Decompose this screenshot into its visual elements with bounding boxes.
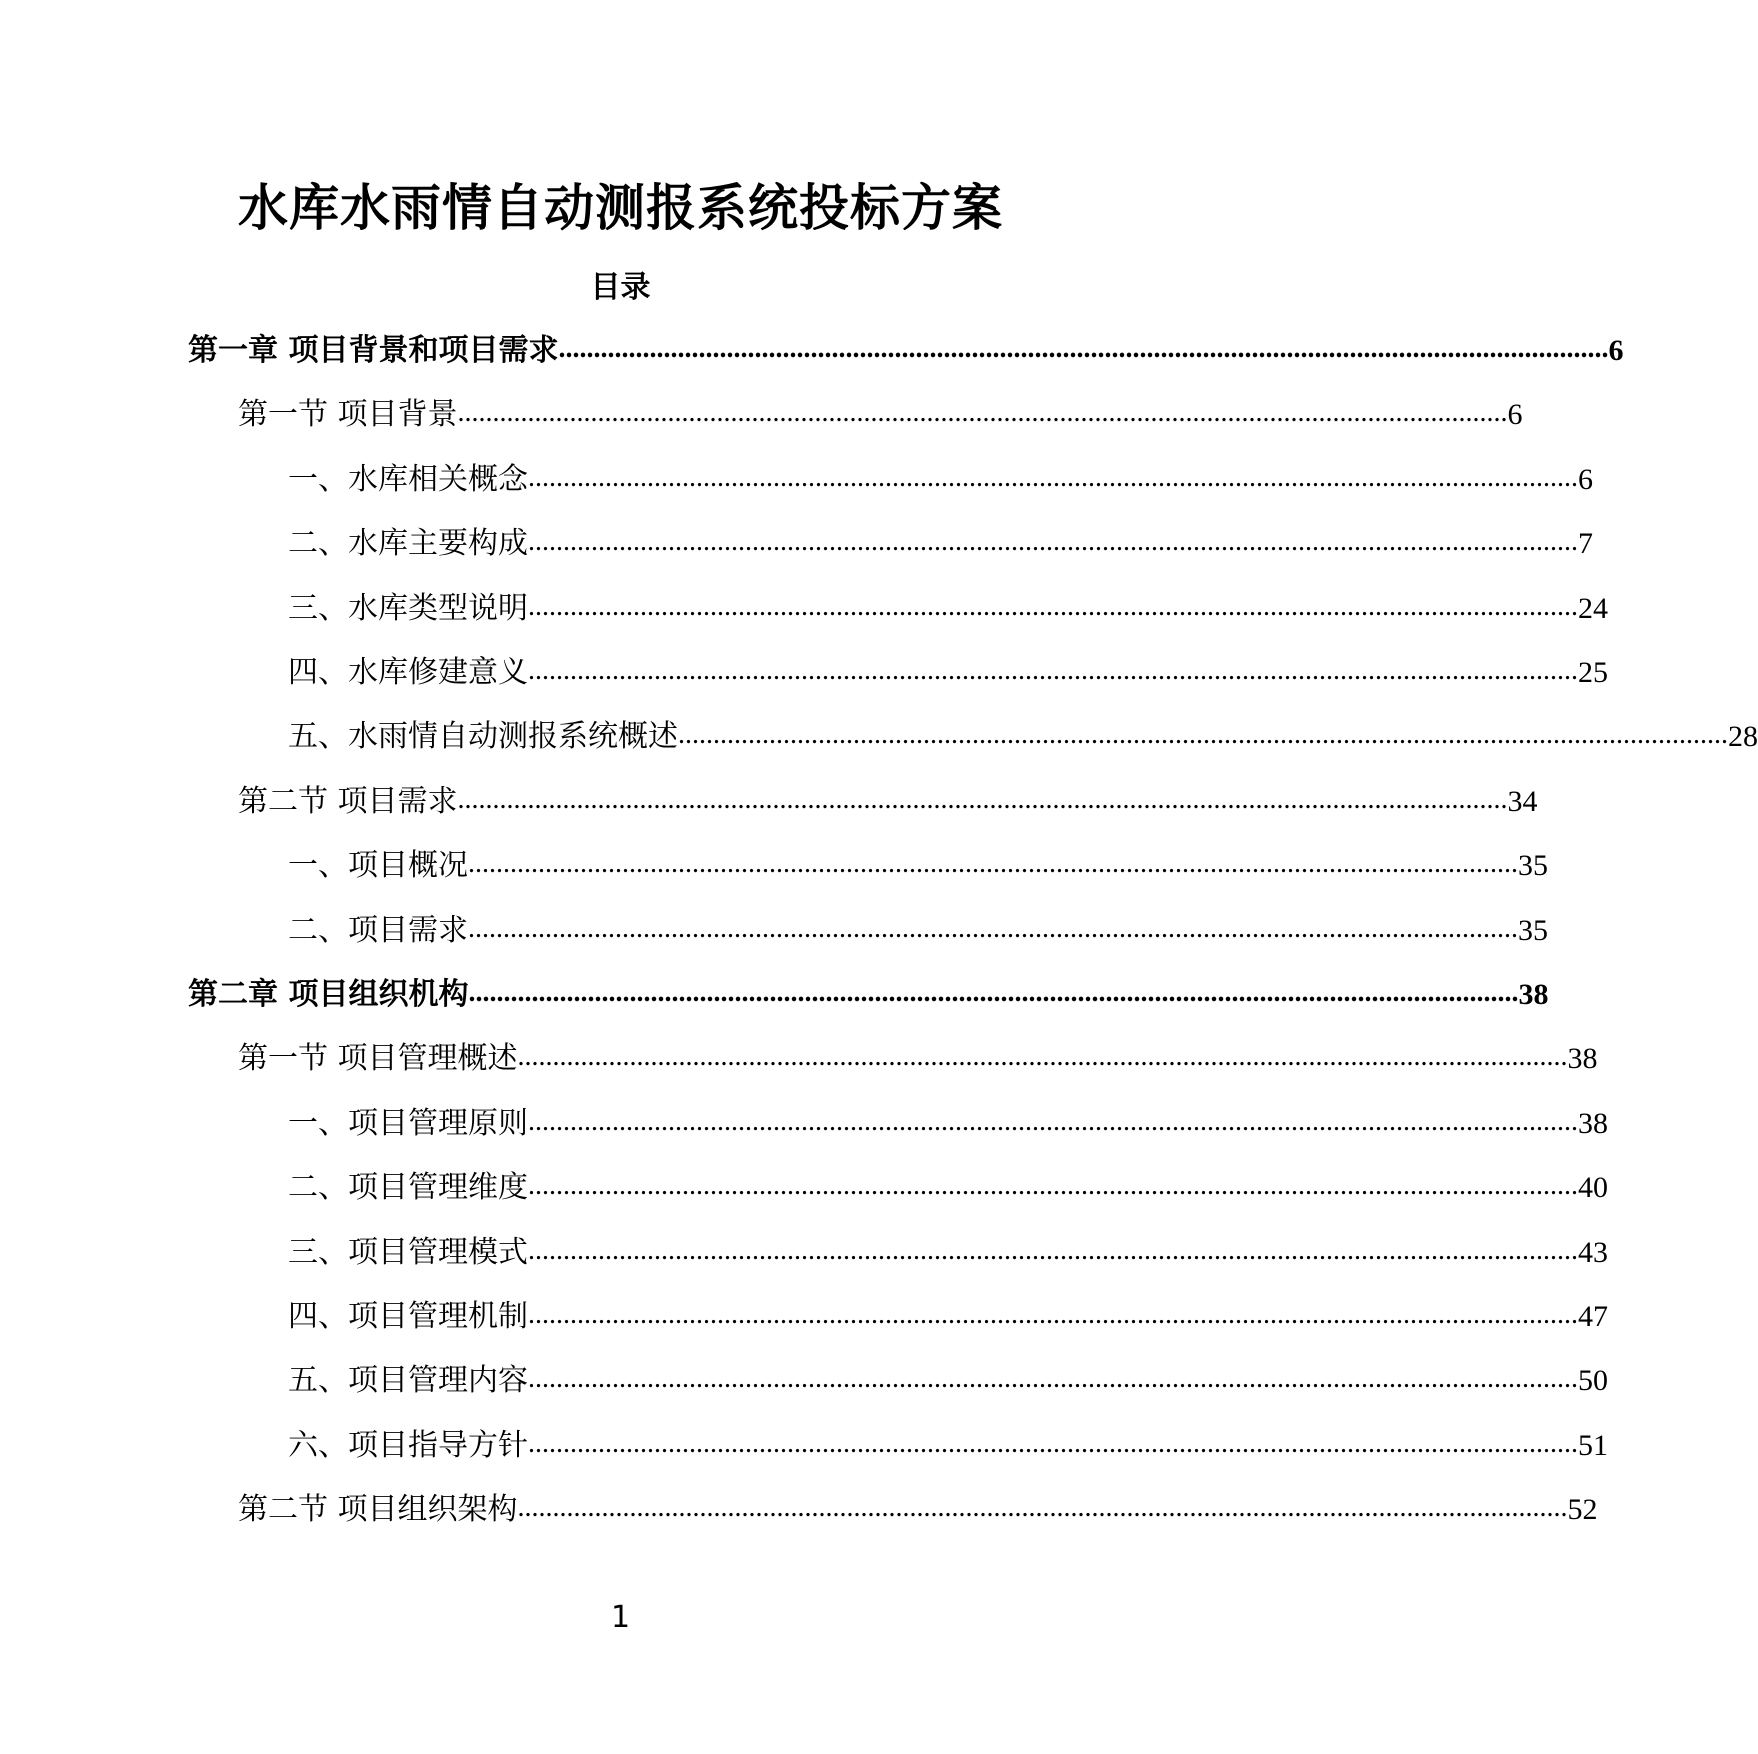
toc-entry-label: 第一节 项目管理概述 [238, 1041, 518, 1077]
toc-leader-dots: ...................................................................................................................................................... [528, 526, 1578, 558]
toc-entry-chapter-1[interactable] [188, 331, 1624, 371]
toc-entry-label: 第二章 项目组织机构 [188, 977, 469, 1012]
toc-leader-dots: ...................................................................................................................................................... [517, 1041, 1568, 1073]
toc-entry-section[interactable] [238, 782, 1538, 822]
toc-leader-dots: ...................................................................................................................................................... [528, 1105, 1578, 1137]
toc-entry-section[interactable] [238, 395, 1523, 435]
page-title: 水库水雨情自动测报系统投标方案 [238, 179, 1003, 237]
toc-entry-subsection[interactable] [288, 524, 1593, 564]
toc-entry-page: 34 [1507, 784, 1538, 818]
toc-entry-subsection[interactable] [288, 717, 1758, 757]
toc-leader-dots: ...................................................................................................................................................... [528, 461, 1578, 493]
toc-entry-subsection[interactable] [288, 1168, 1608, 1208]
toc-entry-page: 40 [1578, 1171, 1608, 1205]
toc-entry-label: 第二节 项目需求 [238, 783, 458, 819]
toc-entry-subsection[interactable] [288, 589, 1608, 629]
toc-entry-label: 四、水库修建意义 [288, 655, 528, 690]
toc-entry-page: 28 [1728, 720, 1758, 754]
toc-entry-label: 二、水库主要构成 [288, 526, 528, 562]
toc-leader-dots: ...................................................................................................................................................... [528, 590, 1578, 622]
toc-entry-page: 47 [1578, 1300, 1608, 1333]
toc-entry-label: 一、项目管理原则 [288, 1105, 528, 1141]
toc-entry-label: 五、水雨情自动测报系统概述 [288, 719, 678, 755]
toc-entry-chapter-2[interactable] [188, 975, 1549, 1015]
toc-leader-dots: ...................................................................................................................................................... [457, 783, 1508, 815]
toc-entry-subsection[interactable] [288, 1297, 1608, 1337]
toc-entry-page: 38 [1518, 978, 1549, 1011]
toc-entry-label: 第一章 项目背景和项目需求 [188, 333, 559, 368]
toc-entry-label: 二、项目管理维度 [288, 1170, 528, 1206]
toc-entry-page: 50 [1578, 1364, 1608, 1398]
page-number: 1 [610, 1600, 631, 1635]
toc-leader-dots: ...................................................................................................................................................... [468, 977, 1519, 1008]
toc-entry-page: 43 [1578, 1235, 1608, 1269]
toc-entry-page: 51 [1578, 1428, 1608, 1462]
toc-leader-dots: ...................................................................................................................................................... [528, 1234, 1578, 1266]
toc-entry-subsection[interactable] [288, 846, 1548, 886]
toc-leader-dots: ...................................................................................................................................................... [468, 848, 1518, 880]
toc-entry-label: 六、项目指导方针 [288, 1427, 528, 1463]
toc-leader-dots: ...................................................................................................................................................... [528, 655, 1578, 686]
toc-leader-dots: ...................................................................................................................................................... [528, 1427, 1578, 1459]
toc-leader-dots: ...................................................................................................................................................... [528, 1299, 1578, 1330]
toc-entry-label: 一、项目概况 [288, 848, 468, 884]
toc-entry-label: 四、项目管理机制 [288, 1299, 528, 1334]
toc-entry-page: 24 [1578, 591, 1608, 625]
toc-leader-dots: ...................................................................................................................................................... [468, 912, 1518, 944]
toc-entry-page: 7 [1578, 527, 1593, 561]
toc-heading: 目录 [590, 270, 651, 305]
toc-entry-page: 6 [1578, 462, 1593, 496]
toc-entry-subsection[interactable] [288, 1361, 1608, 1401]
toc-leader-dots: ...................................................................................................................................................... [528, 1363, 1578, 1395]
toc-entry-subsection[interactable] [288, 653, 1608, 693]
toc-entry-page: 52 [1567, 1493, 1598, 1527]
toc-entry-page: 35 [1518, 913, 1548, 947]
toc-entry-label: 第二节 项目组织架构 [238, 1492, 518, 1528]
toc-entry-section[interactable] [238, 1039, 1598, 1079]
toc-entry-label: 三、项目管理模式 [288, 1234, 528, 1270]
toc-entry-subsection[interactable] [288, 1233, 1608, 1273]
toc-entry-page: 38 [1578, 1106, 1608, 1140]
toc-entry-label: 三、水库类型说明 [288, 590, 528, 626]
toc-leader-dots: ...................................................................................................................................................... [528, 1170, 1578, 1202]
toc-leader-dots: ...................................................................................................................................................... [517, 1492, 1568, 1524]
toc-entry-subsection[interactable] [288, 1426, 1608, 1466]
toc-entry-page: 6 [1507, 398, 1523, 432]
toc-entry-section[interactable] [238, 1490, 1598, 1530]
toc-entry-subsection[interactable] [288, 460, 1593, 500]
toc-entry-page: 25 [1578, 656, 1608, 689]
toc-entry-label: 第一节 项目背景 [238, 397, 458, 433]
toc-entry-label: 五、项目管理内容 [288, 1363, 528, 1399]
toc-leader-dots: ...................................................................................................................................................... [678, 719, 1728, 751]
toc-entry-page: 6 [1608, 334, 1624, 367]
toc-leader-dots: ...................................................................................................................................................... [558, 333, 1609, 364]
toc-entry-subsection[interactable] [288, 1104, 1608, 1144]
toc-entry-label: 一、水库相关概念 [288, 461, 528, 497]
toc-entry-page: 35 [1518, 849, 1548, 883]
toc-entry-page: 38 [1567, 1042, 1598, 1076]
toc-leader-dots: ...................................................................................................................................................... [457, 397, 1508, 429]
toc-entry-label: 二、项目需求 [288, 912, 468, 948]
toc-entry-subsection[interactable] [288, 911, 1548, 951]
